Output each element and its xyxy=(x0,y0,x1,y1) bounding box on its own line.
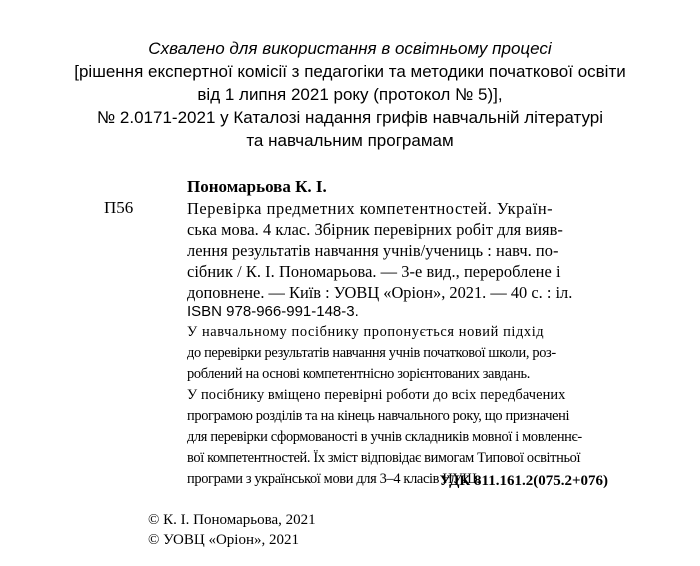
udk-code: УДК 811.161.2(075.2+076) xyxy=(439,473,608,489)
annotation-line-7: вої компетентностей. Їх зміст відповідає вимогам Типової освітньої xyxy=(187,450,581,466)
isbn: ISBN 978-966-991-148-3. xyxy=(187,303,359,320)
annotation-line-6: для перевірки сформованості в учнів складників мовної і мовленнє- xyxy=(187,429,582,445)
approval-line-5: та навчальним програмам xyxy=(246,131,454,150)
bibliographic-description xyxy=(187,198,609,303)
author-name: Пономарьова К. І. xyxy=(187,177,327,196)
title-line-3: лення результатів навчання учнів/учениць : навч. по- xyxy=(187,241,559,260)
annotation-line-8: програми з української мови для 3–4 класів НУШ. xyxy=(187,471,480,487)
title-line-5: доповнене. — Київ : УОВЦ «Оріон», 2021. — 40 с. : іл. xyxy=(187,283,573,302)
annotation-line-3: роблений на основі компетентнісно зорієнтованих завдань. xyxy=(187,366,530,382)
annotation-line-1: У навчальному посібнику пропонується новий підхід xyxy=(187,324,545,340)
annotation-line-5: програмою розділів та на кінець навчального року, що призначені xyxy=(187,408,570,424)
title-line-1: Перевірка предметних компетентностей. Україн- xyxy=(187,199,554,218)
approval-line-2: [рішення експертної комісії з педагогіки та методики початкової освіти xyxy=(74,62,626,81)
annotation xyxy=(187,322,609,490)
annotation-line-4: У посібнику вміщено перевірні роботи до всіх передбачених xyxy=(187,387,566,403)
title-line-4: сібник / К. І. Пономарьова. — 3-е вид., перероблене і xyxy=(187,262,561,281)
approval-line-1: Схвалено для використання в освітньому процесі xyxy=(148,39,552,58)
copyright-publisher: © УОВЦ «Оріон», 2021 xyxy=(148,532,299,548)
copyright-author: © К. І. Пономарьова, 2021 xyxy=(148,512,316,528)
annotation-line-2: до перевірки результатів навчання учнів початкової школи, роз- xyxy=(187,345,556,361)
copyright-notices xyxy=(148,510,316,550)
approval-notice xyxy=(0,37,700,152)
approval-line-4: № 2.0171-2021 у Каталозі надання грифів навчальній літературі xyxy=(96,108,604,127)
approval-line-3: від 1 липня 2021 року (протокол № 5)], xyxy=(197,85,503,104)
title-line-2: ська мова. 4 клас. Збірник перевірних робіт для вияв- xyxy=(187,220,563,239)
classification-code: П56 xyxy=(104,198,134,217)
